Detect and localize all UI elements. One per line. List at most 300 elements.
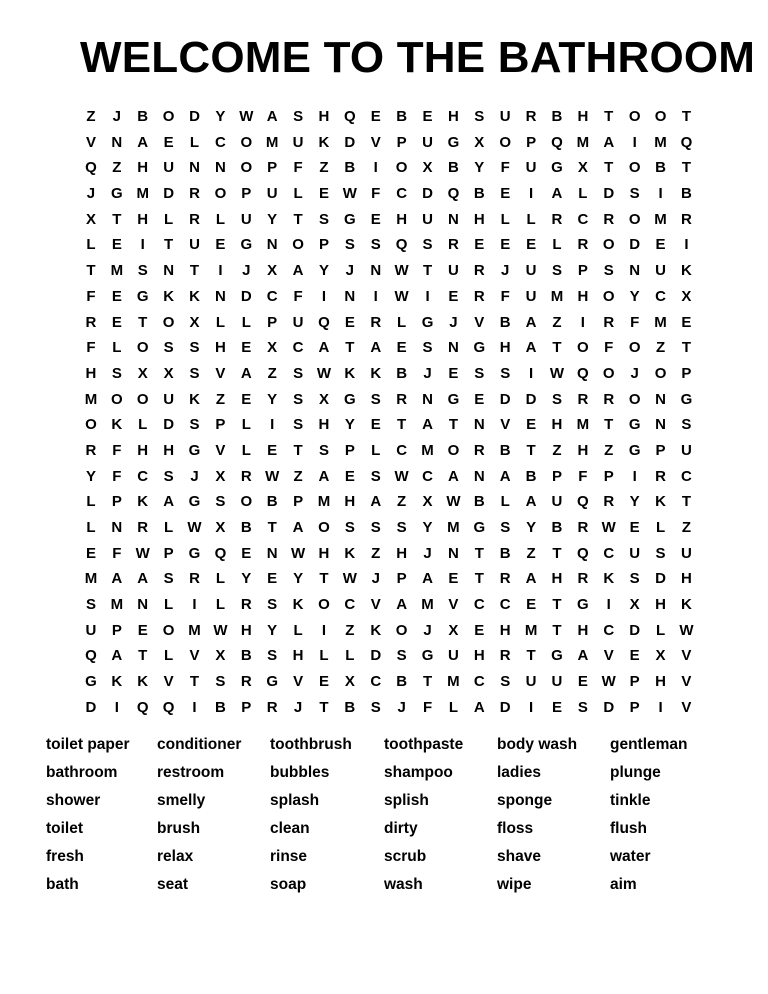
grid-letter: B [551, 108, 563, 125]
grid-letter: K [370, 621, 382, 639]
grid-letter: S [137, 262, 148, 280]
grid-letter: J [397, 698, 406, 716]
grid-letter: I [192, 596, 197, 614]
word-list-column [384, 731, 497, 899]
grid-letter: D [370, 647, 382, 665]
grid-letter: E [448, 364, 459, 382]
grid-letter: H [137, 210, 149, 228]
grid-row [78, 489, 699, 515]
grid-letter: W [342, 570, 357, 588]
grid-letter: R [240, 673, 252, 691]
grid-letter: O [214, 185, 227, 203]
grid-letter: Z [397, 493, 407, 511]
grid-letter: E [318, 673, 329, 691]
grid-letter: E [551, 698, 562, 716]
grid-letter: O [628, 210, 641, 228]
grid-letter: A [422, 416, 433, 434]
grid-letter: D [189, 108, 200, 125]
grid-letter: T [319, 698, 329, 716]
grid-letter: G [473, 339, 486, 357]
grid-letter: L [215, 210, 225, 228]
grid-letter: L [215, 596, 225, 614]
grid-letter: X [448, 621, 459, 639]
grid-letter: G [111, 185, 123, 203]
grid-letter: L [138, 416, 148, 434]
word-list-item: scrub [384, 848, 427, 865]
grid-letter: W [601, 673, 616, 691]
grid-letter: S [267, 647, 278, 665]
grid-letter: O [136, 339, 149, 357]
grid-letter: P [629, 673, 640, 691]
grid-letter: E [500, 185, 511, 203]
grid-letter: B [240, 519, 252, 536]
grid-letter: D [422, 185, 433, 203]
grid-letter: I [632, 467, 637, 485]
grid-letter: V [681, 673, 692, 691]
grid-letter: I [192, 698, 197, 716]
grid-letter: D [163, 416, 175, 434]
grid-letter: A [473, 698, 485, 716]
grid-letter: R [551, 210, 563, 228]
grid-letter: T [474, 544, 484, 562]
grid-letter: L [164, 596, 174, 614]
grid-letter: H [318, 544, 330, 562]
grid-letter: D [629, 236, 641, 254]
grid-letter: O [162, 108, 175, 125]
grid-letter: S [189, 416, 200, 434]
word-list-item: bathroom [46, 764, 118, 781]
grid-letter: Y [267, 390, 278, 408]
grid-letter: Q [318, 313, 330, 331]
grid-letter: R [473, 262, 485, 280]
grid-letter: W [446, 493, 461, 511]
grid-letter: S [500, 673, 511, 691]
grid-letter: E [526, 236, 537, 254]
grid-letter: T [604, 416, 614, 434]
grid-letter: E [111, 287, 122, 305]
grid-letter: U [163, 159, 175, 177]
grid-letter: K [189, 287, 200, 305]
grid-letter: S [422, 236, 433, 254]
grid-letter: S [163, 570, 174, 588]
grid-letter: E [111, 236, 122, 254]
grid-letter: L [293, 621, 303, 639]
grid-letter: V [603, 647, 614, 665]
word-list-item: rinse [270, 848, 308, 865]
grid-letter: G [447, 390, 460, 408]
grid-letter: T [189, 673, 200, 691]
grid-letter: D [655, 570, 666, 588]
grid-letter: G [188, 544, 201, 562]
grid-letter: C [396, 185, 408, 203]
grid-row [78, 412, 699, 438]
grid-letter: P [526, 133, 537, 151]
grid-letter: L [319, 647, 329, 665]
grid-letter: V [85, 133, 96, 151]
grid-letter: U [629, 544, 641, 562]
grid-letter: D [525, 390, 537, 408]
grid-letter: D [344, 133, 356, 151]
grid-letter: M [84, 390, 98, 408]
grid-letter: S [85, 596, 96, 614]
grid-letter: H [655, 673, 666, 691]
grid-letter: B [499, 313, 511, 331]
grid-letter: K [137, 493, 149, 511]
word-list-item: tinkle [610, 792, 651, 809]
grid-letter: F [112, 467, 122, 485]
grid-letter: A [292, 519, 304, 536]
grid-letter: Y [474, 159, 485, 177]
grid-letter: R [85, 441, 97, 459]
word-list-item: toothbrush [270, 736, 352, 753]
grid-letter: Q [680, 133, 693, 151]
grid-letter: T [293, 210, 303, 228]
grid-letter: B [396, 364, 408, 382]
grid-letter: P [241, 698, 252, 716]
word-list-item: wash [384, 876, 423, 893]
grid-letter: W [187, 519, 202, 536]
grid-letter: S [189, 339, 200, 357]
grid-letter: A [137, 570, 149, 588]
grid-letter: A [137, 133, 149, 151]
grid-letter: P [396, 133, 407, 151]
grid-letter: S [474, 364, 485, 382]
grid-letter: S [500, 364, 511, 382]
grid-letter: V [189, 647, 200, 665]
grid-letter: I [684, 236, 689, 254]
grid-letter: H [473, 210, 485, 228]
grid-letter: F [86, 287, 96, 305]
grid-letter: P [551, 467, 562, 485]
word-list-item: gentleman [610, 736, 688, 753]
grid-letter: E [111, 313, 122, 331]
grid-letter: M [421, 441, 434, 459]
grid-letter: H [137, 159, 149, 177]
grid-letter: D [85, 698, 97, 716]
word-list-item: plunge [610, 764, 661, 781]
grid-letter: E [370, 210, 381, 228]
grid-letter: X [267, 339, 278, 357]
grid-letter: S [370, 519, 381, 536]
grid-letter: C [681, 467, 692, 485]
grid-letter: R [85, 313, 97, 331]
grid-letter: A [266, 108, 278, 125]
grid-letter: H [318, 108, 330, 125]
grid-letter: C [603, 621, 615, 639]
grid-letter: T [474, 570, 484, 588]
grid-letter: K [292, 596, 304, 614]
grid-letter: T [138, 647, 148, 665]
grid-row [78, 284, 699, 310]
grid-letter: O [395, 159, 408, 177]
grid-letter: N [370, 262, 382, 280]
grid-letter: G [344, 210, 356, 228]
grid-letter: L [448, 698, 458, 716]
grid-letter: A [525, 339, 537, 357]
grid-row [78, 643, 699, 669]
grid-letter: R [370, 313, 382, 331]
grid-letter: K [344, 544, 356, 562]
grid-letter: B [473, 493, 485, 511]
grid-letter: A [525, 313, 537, 331]
grid-letter: A [551, 185, 563, 203]
grid-letter: T [138, 313, 148, 331]
grid-letter: D [499, 390, 511, 408]
grid-letter: S [163, 467, 174, 485]
grid-letter: V [681, 647, 692, 665]
grid-letter: E [526, 596, 537, 614]
grid-letter: M [447, 673, 460, 691]
grid-row [78, 592, 699, 618]
grid-letter: K [655, 493, 666, 511]
grid-row [78, 541, 699, 567]
grid-row [78, 438, 699, 464]
grid-letter: K [111, 416, 123, 434]
grid-letter: W [135, 544, 150, 562]
grid-letter: N [447, 339, 459, 357]
grid-letter: H [447, 108, 459, 125]
grid-letter: A [422, 570, 433, 588]
grid-letter: S [396, 647, 407, 665]
grid-letter: B [473, 185, 485, 203]
grid-letter: H [240, 621, 252, 639]
grid-letter: F [500, 159, 510, 177]
grid-letter: T [604, 159, 614, 177]
grid-letter: A [396, 596, 408, 614]
grid-letter: L [215, 570, 225, 588]
word-list-item: splash [270, 792, 320, 809]
grid-letter: U [655, 262, 666, 280]
grid-letter: Y [422, 519, 433, 536]
word-list-item: brush [157, 820, 201, 837]
grid-letter: U [266, 185, 278, 203]
grid-letter: A [525, 570, 537, 588]
grid-letter: O [447, 441, 460, 459]
grid-letter: J [242, 262, 251, 280]
grid-letter: O [602, 236, 615, 254]
grid-letter: I [425, 287, 430, 305]
grid-letter: H [577, 287, 589, 305]
grid-letter: V [163, 673, 174, 691]
grid-letter: V [215, 364, 226, 382]
grid-letter: O [162, 313, 175, 331]
grid-letter: I [658, 185, 663, 203]
grid-letter: O [292, 236, 304, 254]
grid-letter: B [525, 467, 537, 485]
word-list-item: relax [157, 848, 194, 865]
word-list-item: toilet [46, 820, 84, 837]
grid-letter: G [551, 647, 563, 665]
grid-letter: R [525, 108, 537, 125]
word-list-item: fresh [46, 848, 84, 865]
grid-letter: H [551, 570, 563, 588]
grid-letter: W [679, 621, 694, 639]
grid-letter: Q [85, 647, 97, 665]
grid-letter: K [163, 287, 175, 305]
grid-letter: S [293, 108, 304, 125]
grid-letter: O [240, 493, 253, 511]
grid-row [78, 310, 699, 336]
grid-letter: Q [85, 159, 97, 177]
grid-letter: U [85, 621, 97, 639]
grid-letter: L [164, 210, 174, 228]
word-list-item: dirty [384, 820, 418, 837]
grid-letter: Q [162, 698, 175, 716]
grid-letter: S [474, 108, 485, 125]
grid-letter: U [499, 108, 511, 125]
grid-letter: G [188, 441, 201, 459]
grid-letter: S [551, 262, 562, 280]
grid-letter: W [601, 519, 616, 536]
grid-letter: L [112, 339, 122, 357]
grid-row [78, 207, 699, 233]
grid-letter: F [293, 287, 303, 305]
grid-letter: P [111, 621, 122, 639]
grid-letter: X [267, 262, 278, 280]
grid-letter: F [500, 287, 510, 305]
grid-letter: G [188, 493, 201, 511]
grid-letter: S [318, 441, 329, 459]
grid-row [78, 104, 699, 130]
grid-letter: I [658, 698, 663, 716]
grid-letter: W [394, 467, 409, 485]
grid-letter: I [529, 698, 534, 716]
word-list-item: shower [46, 792, 101, 809]
grid-letter: D [240, 287, 252, 305]
grid-letter: T [526, 441, 536, 459]
grid-letter: M [576, 416, 590, 434]
grid-letter: I [632, 133, 637, 151]
grid-letter: I [321, 621, 327, 639]
grid-letter: L [500, 210, 510, 228]
grid-letter: K [344, 364, 356, 382]
grid-letter: S [318, 210, 329, 228]
grid-letter: T [345, 339, 355, 357]
grid-letter: N [473, 416, 485, 434]
grid-letter: J [190, 467, 199, 485]
grid-letter: Q [577, 544, 589, 562]
grid-letter: I [270, 416, 275, 434]
grid-letter: V [215, 441, 226, 459]
grid-letter: C [292, 339, 304, 357]
grid-letter: I [373, 159, 378, 177]
grid-letter: R [603, 313, 615, 331]
grid-letter: E [267, 441, 278, 459]
grid-letter: X [163, 364, 174, 382]
grid-letter: H [681, 570, 692, 588]
grid-letter: V [370, 596, 381, 614]
grid-letter: X [474, 133, 485, 151]
word-list-item: shampoo [384, 764, 453, 781]
grid-letter: B [551, 519, 563, 536]
grid-letter: M [654, 133, 667, 151]
grid-letter: Z [552, 313, 562, 331]
grid-letter: N [422, 390, 433, 408]
grid-letter: Y [293, 570, 304, 588]
grid-letter: V [474, 313, 485, 331]
grid-letter: X [137, 364, 148, 382]
grid-letter: O [85, 416, 97, 434]
grid-letter: K [681, 262, 692, 280]
grid-letter: Z [293, 467, 303, 485]
grid-letter: S [629, 185, 640, 203]
grid-letter: X [85, 210, 96, 228]
grid-letter: E [577, 673, 588, 691]
grid-letter: S [293, 364, 304, 382]
grid-letter: S [293, 416, 304, 434]
grid-letter: T [422, 673, 433, 691]
word-list-column [270, 731, 384, 899]
grid-letter: P [267, 159, 278, 177]
grid-letter: P [215, 416, 226, 434]
grid-letter: Q [577, 364, 589, 382]
grid-letter: O [628, 339, 641, 357]
word-list-item: smelly [157, 792, 206, 809]
grid-letter: T [112, 210, 122, 228]
grid-letter: H [292, 647, 304, 665]
grid-letter: W [342, 185, 357, 203]
grid-letter: G [628, 441, 641, 459]
grid-letter: M [188, 621, 201, 639]
grid-letter: G [136, 287, 149, 305]
grid-letter: T [552, 596, 562, 614]
grid-letter: K [603, 570, 615, 588]
grid-letter: X [189, 313, 200, 331]
grid-letter: N [214, 159, 226, 177]
grid-letter: C [655, 287, 666, 305]
grid-letter: E [241, 390, 252, 408]
grid-letter: Z [319, 159, 329, 177]
word-list-item: seat [157, 876, 189, 893]
grid-letter: P [267, 313, 278, 331]
grid-letter: O [240, 133, 253, 151]
grid-letter: O [654, 364, 667, 382]
grid-letter: R [603, 390, 615, 408]
grid-row [78, 695, 699, 721]
grid-letter: X [422, 493, 433, 511]
grid-letter: L [164, 647, 174, 665]
grid-letter: Q [136, 698, 149, 716]
grid-letter: H [318, 416, 330, 434]
grid-letter: N [189, 159, 200, 177]
grid-letter: O [628, 390, 641, 408]
grid-letter: B [681, 185, 692, 203]
grid-letter: N [447, 544, 459, 562]
grid-letter: Y [241, 570, 252, 588]
grid-letter: F [112, 441, 122, 459]
grid-letter: P [655, 441, 666, 459]
grid-letter: E [318, 185, 329, 203]
grid-letter: U [681, 441, 692, 459]
grid-letter: I [529, 364, 534, 382]
grid-letter: H [655, 596, 666, 614]
grid-row [78, 669, 699, 695]
grid-letter: U [240, 210, 252, 228]
grid-letter: S [655, 544, 666, 562]
grid-letter: O [602, 287, 615, 305]
grid-letter: E [474, 621, 485, 639]
word-list-column [497, 731, 610, 899]
grid-letter: S [370, 390, 381, 408]
grid-letter: W [394, 262, 409, 280]
grid-letter: O [395, 621, 408, 639]
grid-letter: U [422, 133, 433, 151]
grid-letter: Y [526, 519, 537, 536]
grid-row [78, 387, 699, 413]
grid-letter: N [629, 262, 641, 280]
grid-letter: X [422, 159, 433, 177]
grid-letter: A [370, 339, 382, 357]
